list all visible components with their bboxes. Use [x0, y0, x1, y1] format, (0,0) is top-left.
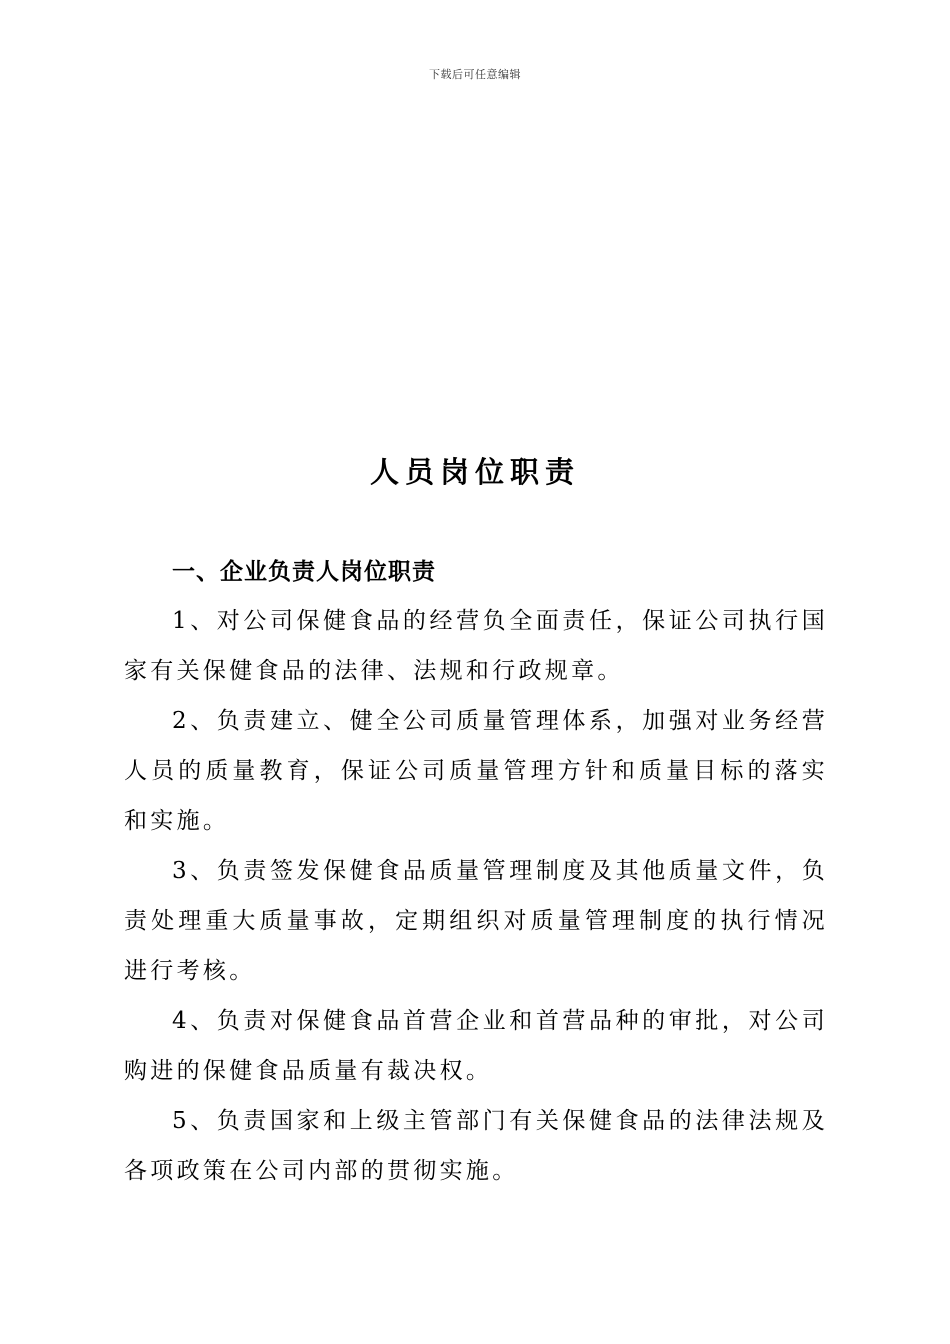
paragraph-1: 1、对公司保健食品的经营负全面责任，保证公司执行国家有关保健食品的法律、法规和行政规章。: [124, 608, 828, 684]
document-title: 人员岗位职责: [369, 455, 580, 489]
page-header-note: 下载后可任意编辑: [429, 68, 521, 81]
paragraph-2: 2、负责建立、健全公司质量管理体系，加强对业务经营人员的质量教育，保证公司质量管理方针和质量目标的落实和实施。: [124, 708, 828, 834]
paragraph-3: 3、负责签发保健食品质量管理制度及其他质量文件，负责处理重大质量事故，定期组织对质量管理制度的执行情况进行考核。: [124, 858, 828, 984]
document-body: [124, 548, 828, 1196]
section-heading: 一、企业负责人岗位职责: [172, 558, 436, 585]
paragraph-4: 4、负责对保健食品首营企业和首营品种的审批，对公司购进的保健食品质量有裁决权。: [124, 1008, 828, 1084]
paragraph-5: 5、负责国家和上级主管部门有关保健食品的法律法规及各项政策在公司内部的贯彻实施。: [124, 1108, 828, 1184]
